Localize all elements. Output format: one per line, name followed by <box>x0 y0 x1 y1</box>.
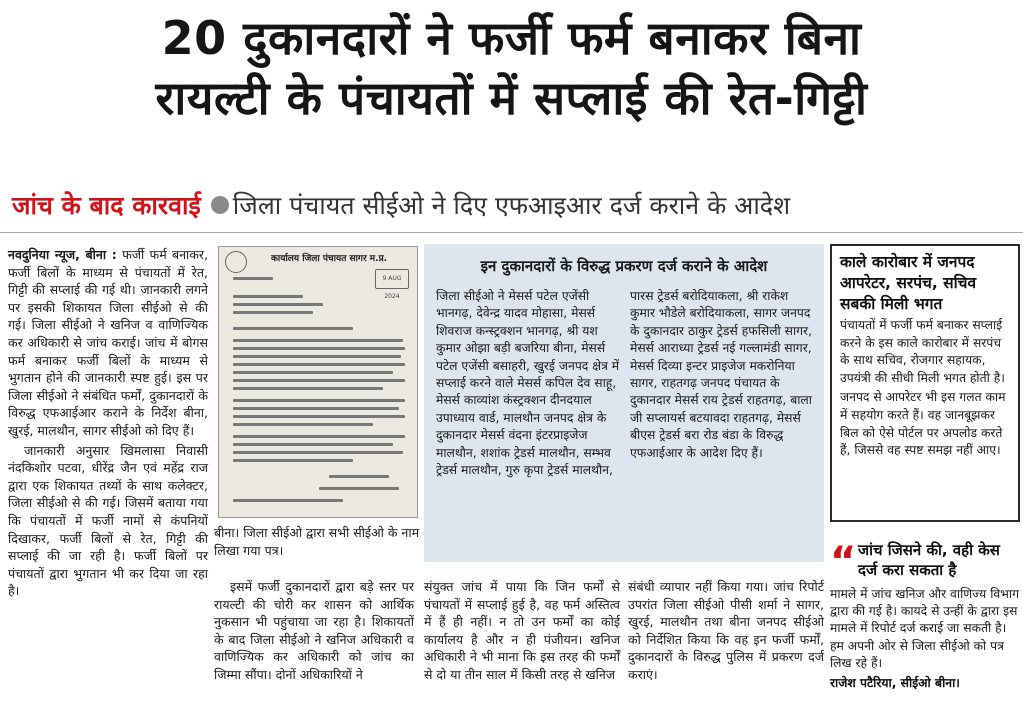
divider <box>0 232 1023 233</box>
letter-line <box>233 387 383 390</box>
quote-icon: “ <box>830 539 857 585</box>
seal-icon <box>225 251 247 273</box>
box-title: इन दुकानदारों के विरुद्ध प्रकरण दर्ज कराने के आदेश <box>480 257 768 275</box>
bullet-icon <box>211 196 229 214</box>
side-paragraph-2: जनपद से आपरेटर भी इस गलत काम में सहयोग करते हैं। वह जानबूझकर बिल को ऐसे पोर्टल पर अपलोड करते हैं, जिससे वह स्पष्ट समझ नहीं आए। <box>840 390 1006 458</box>
letter-line <box>233 415 405 418</box>
signature <box>329 475 389 478</box>
headline-line-2: रायल्टी के पंचायतों में सप्लाई की रेत-गिट्टी <box>155 71 868 125</box>
letter-line <box>233 339 403 342</box>
side-box <box>830 244 1020 522</box>
letter-line <box>233 423 373 426</box>
article-column-4: संबंधी व्यापार नहीं किया गया। जांच रिपोर्ट उपरांत जिला सीईओ पीसी शर्मा ने सागर, खुरई, मालथौन तथा बीना जनपद सीईओ को निर्देशित किया कि वह इन फर्जी फर्मों, दुकानदारों के विरुद्ध पुलिस में प्रकरण दर्ज कराएं। <box>628 579 824 682</box>
box-right-column: पारस ट्रेडर्स बरोदियाकला, श्री राकेश कुमार भौडेले बरोदियाकला, सागर जनपद के दुकानदार ठाकुर ट्रेडर्स हफसिली सागर, मेसर्स आराध्या ट्रेडर्स नई गल्लामंडी सागर, मेसर्स दिव्या इन्टर प्राइजेज मकरोनिया सागर, राहतगढ़ जनपद पंचायत के दुकानदार मेसर्स राय ट्रेडर्स राहतगढ़, बाला जी सप्लायर्स बटयावदा राहतगढ़, मेसर्स बीएस ट्रेडर्स बरा रोड बंडा के विरुद्ध एफआईआर के आदेश दिए हैं। <box>630 289 812 460</box>
letter-heading: कार्यालय जिला पंचायत सागर म.प्र. <box>271 254 388 264</box>
kicker-subheading: जिला पंचायत सीईओ ने दिए एफआइआर दर्ज कराने के आदेश <box>232 191 791 220</box>
letter-line <box>233 371 393 374</box>
letter-line <box>233 347 405 350</box>
quote-byline: राजेश पटैरिया, सीईओ बीना। <box>830 676 960 691</box>
quote-title: जांच जिसने की, वही केस दर्ज करा सकता है <box>858 541 1000 579</box>
letter-photo <box>218 246 418 518</box>
letter-line <box>233 355 401 358</box>
letter-line <box>233 295 303 298</box>
headline <box>0 8 1023 128</box>
box-left-column: जिला सीईओ ने मेसर्स पटेल एजेंसी भानगढ़, देवेन्द्र यादव मोहासा, मेसर्स शिवराज कन्स्ट्रक्शन भानगढ़, श्री यश कुमार ओझा बड़ी बजरिया बीना, मेसर्स पटेल एजेंसी बसाहरी, खुरई जनपद क्षेत्र में सप्लाई करने वाले मेसर्स कपिल देव साहू, मेसर्स काव्यांश कंस्ट्रक्शन दीनदयाल उपाध्याय वार्ड, मालथौन जनपद क्षेत्र के दुकानदार मेसर्स वंदना इंटरप्राइजेज मालथौन, शशांक ट्रेडर्स मालथौन, सम्भव ट्रेडर्स मालथौन, गुरु कृपा ट्रेडर्स मालथौन, <box>436 289 620 478</box>
letter-line <box>233 327 353 330</box>
letter-line <box>233 459 353 462</box>
letter-line <box>233 499 343 502</box>
quote-box <box>830 540 1020 691</box>
letter-line <box>233 399 405 402</box>
accused-list-box <box>424 244 824 562</box>
letter-line <box>233 451 403 454</box>
article-column-3: संयुक्त जांच में पाया कि जिन फर्मों से पंचायतों में सप्लाई हुई है, वह फर्म अस्तित्व में हैं ही नहीं। न तो उन फर्मों का कोई कार्यालय है और न ही पंजीयन। खनिज अधिकारी ने भी माना कि इस तरह की फर्मों से दो या तीन साल में किसी तरह से खनिज <box>424 579 620 682</box>
dateline: नवदुनिया न्यूज, बीना : <box>8 247 117 262</box>
letter-line <box>233 277 273 280</box>
photo-caption: बीना। जिला सीईओ द्वारा सभी सीईओ के नाम लिखा गया पत्र। <box>214 525 420 558</box>
letter-line <box>233 363 405 366</box>
letter-line <box>233 311 313 314</box>
headline-line-1: 20 दुकानदारों ने फर्जी फर्म बनाकर बिना <box>161 11 862 65</box>
letter-line <box>233 303 323 306</box>
paragraph-1: फर्जी फर्म बनाकर, फर्जी बिलों के माध्यम से पंचायतों में रेत, गिट्टी की सप्लाई की गई थी। जानकारी लगने पर इसकी शिकायत जिला सीईओ से की गई। जिला सीईओ ने खनिज व वाणिज्यिक कर अधिकारी से जांच कराई। जांच में बोगस फर्म बनाकर फर्जी बिलों के माध्यम से भुगतान होने की जानकारी स्पष्ट हुई। इस पर जिला सीईओ ने संबंधित फर्मों, दुकानदारों के विरुद्ध एफआईआर कराने के निर्देश बीना, खुरई, मालथौन, सागर सीईओ को दिए हैं। <box>8 247 208 438</box>
letter-line <box>233 379 405 382</box>
article-column-1 <box>8 246 208 600</box>
letter-line <box>233 407 399 410</box>
paragraph-2: जानकारी अनुसार खिमलासा निवासी नंदकिशोर पटवा, धीरेंद्र जैन एवं महेंद्र राज द्वारा एक शिकायत तथ्यों के साथ कलेक्टर, जिला सीईओ से की गई। जिसमें बताया गया कि पंचायतों में फर्जी नामों से कंपनियों दिखाकर, फर्जी बिलों से रेत, गिट्टी की सप्लाई की जा रही है। फर्जी बिलों पर पंचायतों द्वारा भुगतान भी कर दिया जा रहा है। <box>8 442 208 599</box>
quote-text: मामले में जांच खनिज और वाणिज्य विभाग द्वारा की गई है। कायदे से उन्हीं के द्वारा इस मामले में रिपोर्ट दर्ज कराई जा सकती है। हम अपनी ओर से जिला सीईओ को पत्र लिख रहे हैं। <box>830 587 1019 670</box>
kicker <box>12 186 1012 224</box>
article-column-2: इसमें फर्जी दुकानदारों द्वारा बड़े स्तर पर रायल्टी की चोरी कर शासन को आर्थिक नुकसान भी पहुंचाया जा रहा है। शिकायतों के बाद जिला सीईओ ने खनिज अधिकारी व वाणिज्यिक कर अधिकारी को जांच का जिम्मा सौंपा। दोनों अधिकारियों ने <box>214 579 414 682</box>
side-paragraph-1: पंचायतों में फर्जी फर्म बनाकर सप्लाई करने के इस काले कारोबार में सरपंच के साथ सचिव, रोजगार सहायक, उपयंत्री की सीधी मिली भगत होती है। <box>840 318 1005 385</box>
date-stamp: 9 AUG 2024 <box>375 269 409 289</box>
letter-line <box>319 487 399 490</box>
letter-line <box>233 435 405 438</box>
side-title: काले कारोबार में जनपद आपरेटर, सरपंच, सचिव सबकी मिली भगत <box>840 253 977 313</box>
letter-line <box>233 443 393 446</box>
kicker-red: जांच के बाद कारवाई <box>12 191 201 220</box>
